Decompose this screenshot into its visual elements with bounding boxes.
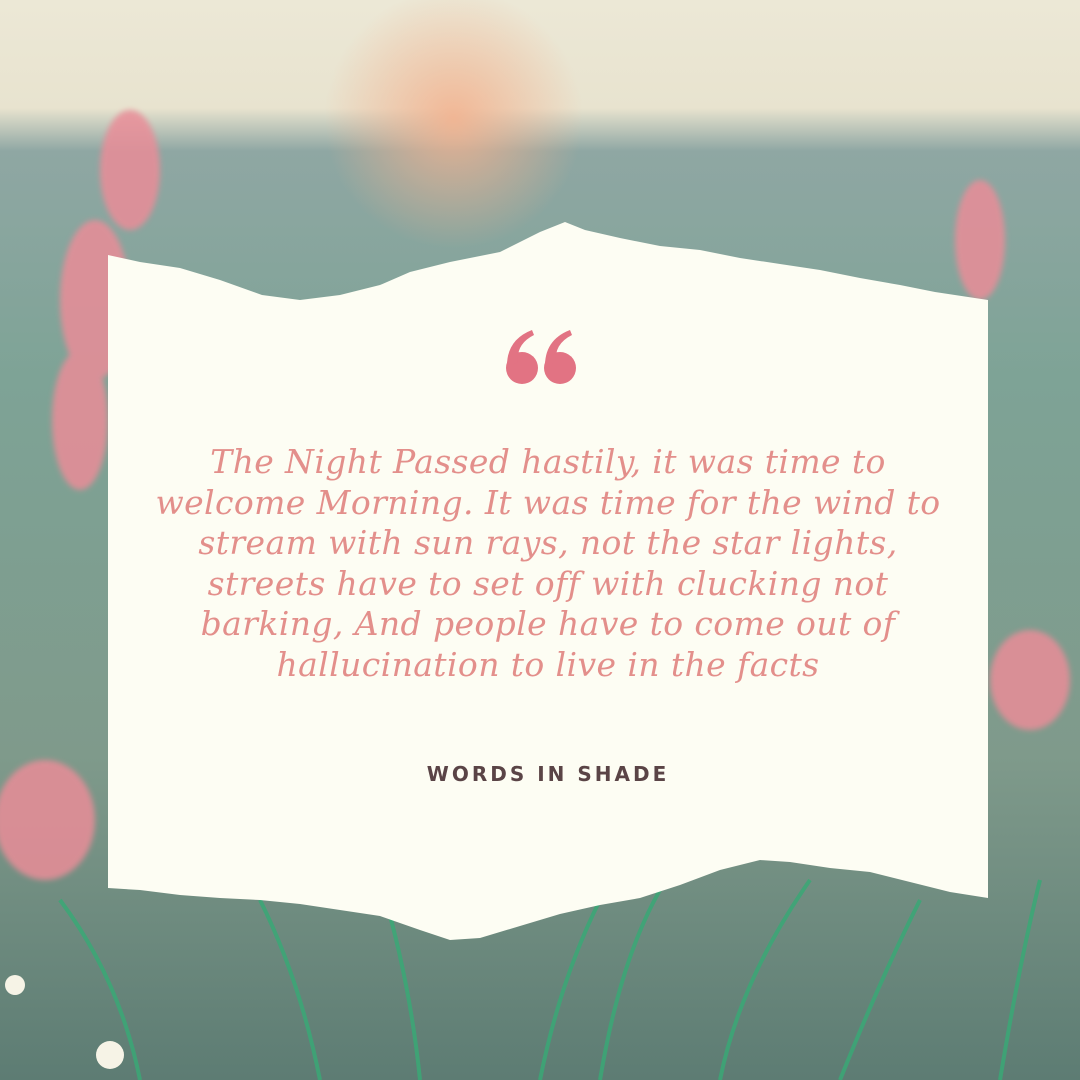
open-quote-icon	[108, 322, 988, 392]
quote-text: The Night Passed hastily, it was time to welcome Morning. It was time for the wind to stream with sun rays, not the star lights, streets have to set off with clucking not barking, And people have to come out of hallucination to live in the facts	[155, 442, 941, 684]
author-name: WORDS IN SHADE	[426, 762, 670, 786]
quote-card	[108, 300, 988, 860]
